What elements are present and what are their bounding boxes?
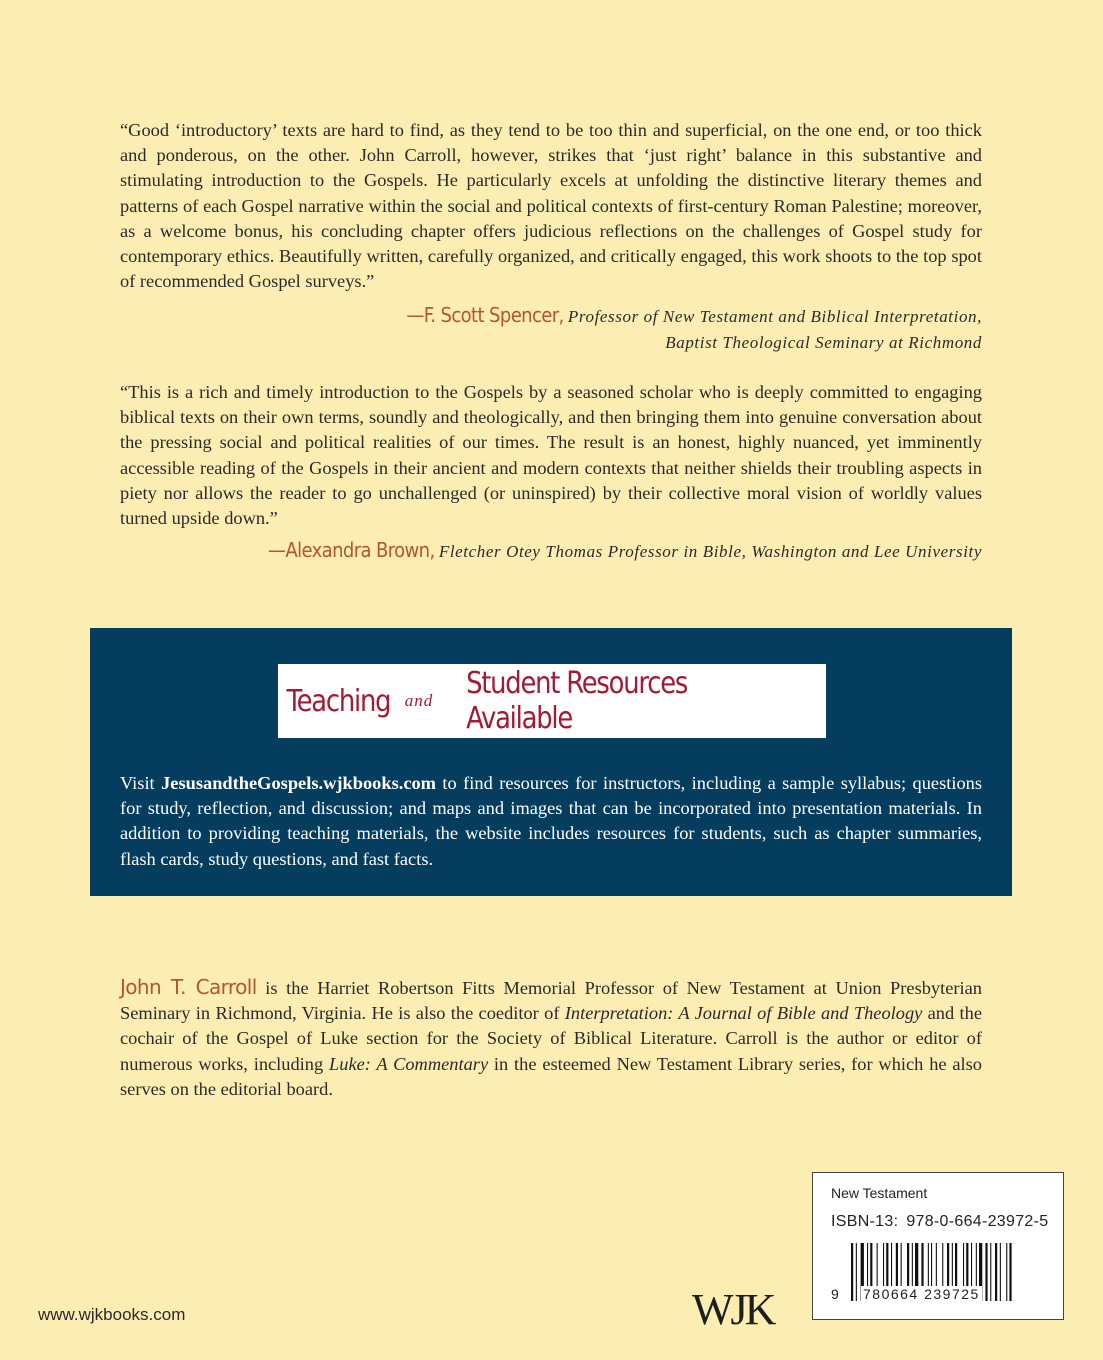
bio-book-title: Luke: A Commentary: [329, 1053, 489, 1074]
publisher-website[interactable]: www.wjkbooks.com: [38, 1305, 186, 1324]
isbn-value: 978-0-664-23972-5: [906, 1213, 1049, 1230]
author-affiliation: Baptist Theological Seminary at Richmond: [665, 333, 982, 352]
isbn-number: [831, 1213, 1048, 1231]
author-title: Fletcher Otey Thomas Professor in Bible, Washington and Lee University: [438, 542, 982, 561]
author-bio: [120, 975, 982, 1102]
resources-heading: [278, 664, 826, 738]
bio-author-name: John T. Carroll: [120, 975, 257, 999]
resources-text: [120, 771, 982, 872]
heading-student-resources: Student Resources Available: [466, 666, 688, 736]
attribution-brown: [268, 537, 982, 565]
attribution-spencer: [406, 302, 982, 356]
resources-text-lead: Visit: [120, 773, 162, 793]
isbn-label: ISBN-13:: [831, 1213, 899, 1230]
author-name: —Alexandra Brown,: [268, 538, 435, 562]
resources-text-body: to find resources for instructors, including a sample syllabus; questions for study, reflection, and discussion; and maps and images that can be incorporated into presentation materials. In addition to providing teaching materials, the website includes resources for students, such as chapter summaries, flash cards, study questions, and fast facts.: [120, 773, 982, 869]
bio-journal-title: Interpretation: A Journal of Bible and Theology: [564, 1003, 923, 1024]
bio-text-1: is the Harriet Robertson Fitts Memorial Professor of New Testament at Union Presbyterian Seminary in Richmond, Virginia. He is also the coeditor of: [120, 978, 982, 1024]
bio-text-2: and the cochair of the Gospel of Luke section for the Society of Biblical Literature. Carroll is the author or editor of numerous works, including: [120, 1003, 982, 1074]
bio-text-3: in the esteemed New Testament Library series, for which he also serves on the editorial board.: [120, 1053, 982, 1099]
heading-teaching: Teaching: [286, 683, 391, 719]
quote-spencer: “Good ‘introductory’ texts are hard to find, as they tend to be too thin and superficial, on the one end, or too thick and ponderous, on the other. John Carroll, however, strikes that ‘just right’ balance in this substantive and stimulating introduction to the Gospels. He particularly excels at unfolding the distinctive literary themes and patterns of each Gospel narrative within the social and political contexts of first-century Roman Palestine; moreover, as a welcome bonus, his concluding chapter offers judicious reflections on the challenges of Gospel study for contemporary ethics. Beautifully written, carefully organized, and critically engaged, this work shoots to the top spot of recommended Gospel surveys.”: [120, 120, 982, 292]
heading-and: and: [404, 691, 434, 710]
barcode-digits: 780664 239725: [863, 1286, 980, 1302]
author-title: Professor of New Testament and Biblical Interpretation,: [567, 307, 982, 326]
isbn-barcode-box: [812, 1172, 1064, 1320]
resources-link[interactable]: JesusandtheGospels.wjkbooks.com: [161, 773, 436, 793]
quote-brown: “This is a rich and timely introduction to the Gospels by a seasoned scholar who is deeply committed to engaging biblical texts on their own terms, soundly and theologically, and then bringing them into genuine conversation about the pressing social and political realities of our times. The result is an honest, highly nuanced, yet imminently accessible reading of the Gospels in their ancient and modern contexts that neither shields their troubling aspects in piety nor allows the reader to go unchallenged (or uninspired) by their collective moral vision of worldly values turned upside down.”: [120, 382, 982, 529]
wjk-logo: WJK: [692, 1285, 774, 1334]
isbn-category: New Testament: [831, 1185, 928, 1201]
barcode-first-digit: 9: [831, 1286, 839, 1302]
author-name: —F. Scott Spencer,: [406, 303, 564, 327]
